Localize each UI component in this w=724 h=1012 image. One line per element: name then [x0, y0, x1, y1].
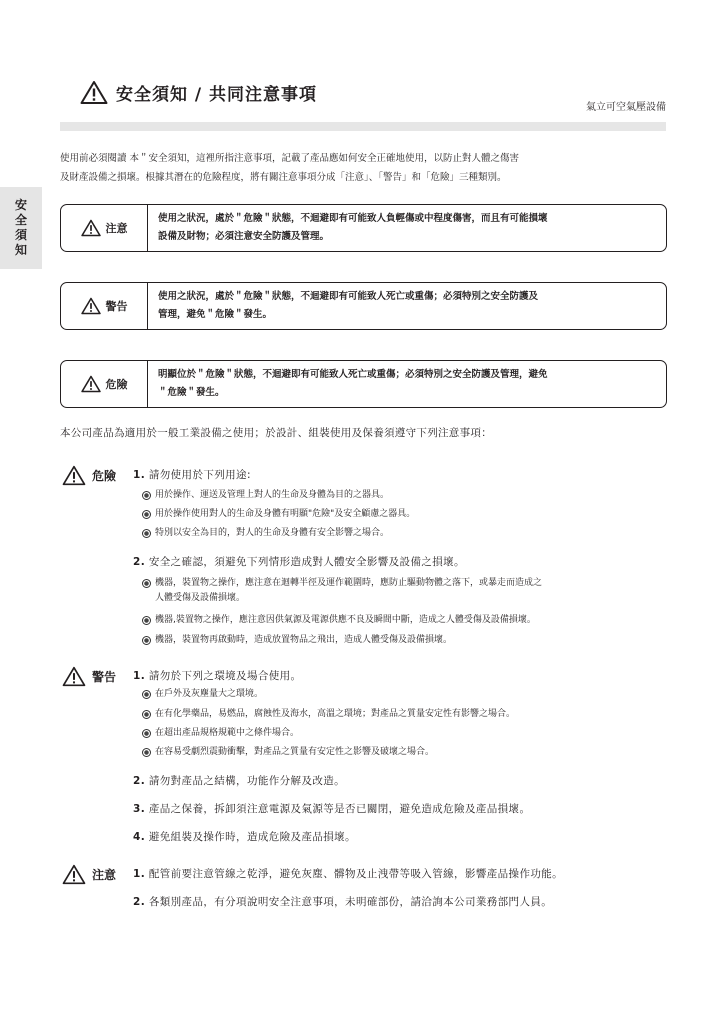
warning-item-2: [133, 773, 345, 788]
bullet-text: 特別以安全為目的，對人的生命及身體有安全影響之場合。: [155, 528, 390, 538]
box-label-text: 警告: [105, 300, 128, 313]
list-item: [142, 576, 662, 606]
side-tab-char: 安: [14, 198, 27, 212]
box-label: [61, 283, 148, 329]
side-tab-char: 須: [14, 228, 27, 242]
item-number: 1.: [133, 868, 146, 880]
item-number: 2.: [133, 556, 146, 568]
warning-item-4: [133, 829, 356, 844]
item-number: 4.: [133, 831, 146, 843]
list-item: [142, 633, 662, 648]
section-label-text: 危險: [92, 469, 117, 483]
bullet-text: 用於操作使用對人的生命及身體有明顯"危險"及安全顧慮之器具。: [155, 509, 416, 519]
box-text: [148, 361, 666, 407]
bullet-text: [155, 576, 542, 606]
caution-item-1: [133, 866, 563, 881]
bullet-text: 機器,裝置物之操作，應注意因供氣源及電源供應不良及瞬間中斷，造成之人體受傷及設備損壞。: [155, 615, 536, 625]
warning-item-3: [133, 801, 530, 816]
box-label: [61, 361, 148, 407]
item-number: 1.: [133, 670, 146, 682]
bullet-line: 人體受傷及設備損壞。: [155, 593, 246, 603]
box-label-text: 危險: [105, 378, 128, 391]
item-text: 避免組裝及操作時，造成危險及產品損壞。: [148, 831, 356, 843]
header-divider: [60, 122, 666, 131]
item-text: 請勿使用於下列用途:: [148, 469, 251, 481]
bullet-icon: [142, 529, 151, 538]
item-number: 3.: [133, 803, 146, 815]
box-line: 設備及財物；必須注意安全防護及管理。: [158, 231, 330, 242]
page-title: 安全須知 / 共同注意事項: [116, 84, 318, 105]
bullet-text: 用於操作、運送及管理上對人的生命及身體為目的之器具。: [155, 490, 390, 500]
box-line: 管理，避免＂危險＂發生。: [158, 309, 273, 320]
box-line: 使用之狀況，處於＂危險＂狀態，不迴避即有可能致人負輕傷或中程度傷害，而且有可能損壞: [158, 213, 548, 224]
item-text: 請勿對產品之結構，功能作分解及改造。: [148, 775, 346, 787]
bullet-icon: [142, 710, 151, 719]
section-label-text: 警告: [92, 670, 117, 684]
company-note: 本公司產品為適用於一般工業設備之使用；於設計、組裝使用及保養須遵守下列注意事項：: [60, 427, 492, 439]
bullet-icon: [142, 491, 151, 500]
caution-section-label: [62, 864, 116, 885]
item-text: 各類別產品，有分項說明安全注意事項，未明確部份，請洽詢本公司業務部門人員。: [148, 896, 553, 908]
bullet-icon: [142, 690, 151, 699]
intro-paragraph: [60, 149, 666, 187]
warning-triangle-icon: [62, 465, 86, 486]
bullet-icon: [142, 616, 151, 625]
item-number: 1.: [133, 469, 146, 481]
danger-section-label: [62, 465, 116, 486]
side-tab-char: 知: [14, 243, 27, 257]
warning-section-label: [62, 666, 116, 687]
warning-triangle-icon: [80, 80, 108, 105]
bullet-text: 在容易受劇烈震動衝擊，對產品之質量有安定性之影響及破壞之場合。: [155, 747, 435, 757]
list-item: [142, 526, 662, 541]
bullet-icon: [142, 636, 151, 645]
warning-item-1: [133, 668, 301, 683]
side-tab-char: 全: [14, 213, 27, 227]
intro-line: 使用前必須閱讀 本＂安全須知，這裡所指注意事項，記載了產品應如何安全正確地使用，以防止對人體之傷害: [60, 153, 520, 164]
warning-triangle-icon: [62, 666, 86, 687]
bullet-text: 在戶外及灰塵量大之環境。: [155, 689, 264, 699]
section-label-text: 注意: [92, 868, 117, 882]
list-item: [142, 707, 662, 722]
page-subtitle: 氣立可空氣壓設備: [586, 102, 666, 113]
box-line: 明顯位於＂危險＂狀態，不迴避即有可能致人死亡或重傷；必須特別之安全防護及管理，避免: [158, 369, 548, 380]
bullet-icon: [142, 748, 151, 757]
warning-triangle-icon: [62, 864, 86, 885]
item-text: 產品之保養，拆卸須注意電源及氣源等是否已關閉，避免造成危險及產品損壞。: [148, 803, 531, 815]
list-item: [142, 726, 662, 741]
list-item: [142, 687, 662, 702]
bullet-icon: [142, 579, 151, 588]
item-text: 請勿於下列之環境及場合使用。: [148, 670, 302, 682]
item-number: 2.: [133, 775, 146, 787]
list-item: [142, 613, 662, 628]
box-label: [61, 205, 148, 251]
caution-definition-box: [60, 204, 667, 252]
bullet-icon: [142, 510, 151, 519]
bullet-line: 機器，裝置物之操作，應注意在迴轉半徑及運作範圍時，應防止驅動物體之落下，或暴走而造成之: [155, 578, 543, 588]
list-item: [142, 488, 662, 503]
bullet-icon: [142, 729, 151, 738]
caution-item-2: [133, 894, 552, 909]
warning-triangle-icon: [81, 375, 101, 393]
warning-triangle-icon: [81, 297, 101, 315]
box-line: ＂危險＂發生。: [158, 387, 225, 398]
list-item: [142, 745, 662, 760]
intro-line: 及財產設備之損壞。根據其潛在的危險程度，將有關注意事項分成「注意」、「警告」和「危險」三種類別。: [60, 172, 507, 183]
warning-definition-box: [60, 282, 667, 330]
list-item: [142, 507, 662, 522]
bullet-text: 在有化學藥品，易燃品，腐蝕性及海水，高溫之環境；對產品之質量安定性有影響之場合。: [155, 709, 516, 719]
box-line: 使用之狀況，處於＂危險＂狀態，不迴避即有可能致人死亡或重傷；必須特別之安全防護及: [158, 291, 539, 302]
side-tab: [0, 187, 42, 269]
danger-item-1: [133, 467, 251, 482]
item-text: 安全之確認，須避免下列情形造成對人體安全影響及設備之損壞。: [148, 556, 465, 568]
item-number: 2.: [133, 896, 146, 908]
danger-definition-box: [60, 360, 667, 408]
item-text: 配管前要注意管線之乾淨，避免灰塵、髒物及止洩帶等吸入管線，影響產品操作功能。: [148, 868, 564, 880]
warning-triangle-icon: [81, 219, 101, 237]
bullet-text: 在超出產品規格規範中之條件場合。: [155, 728, 300, 738]
box-text: [148, 283, 666, 329]
box-label-text: 注意: [105, 222, 128, 235]
bullet-text: 機器，裝置物再啟動時，造成放置物品之飛出，造成人體受傷及設備損壞。: [155, 635, 453, 645]
page-header: [80, 77, 317, 107]
danger-item-2: [133, 554, 465, 569]
box-text: [148, 205, 666, 251]
